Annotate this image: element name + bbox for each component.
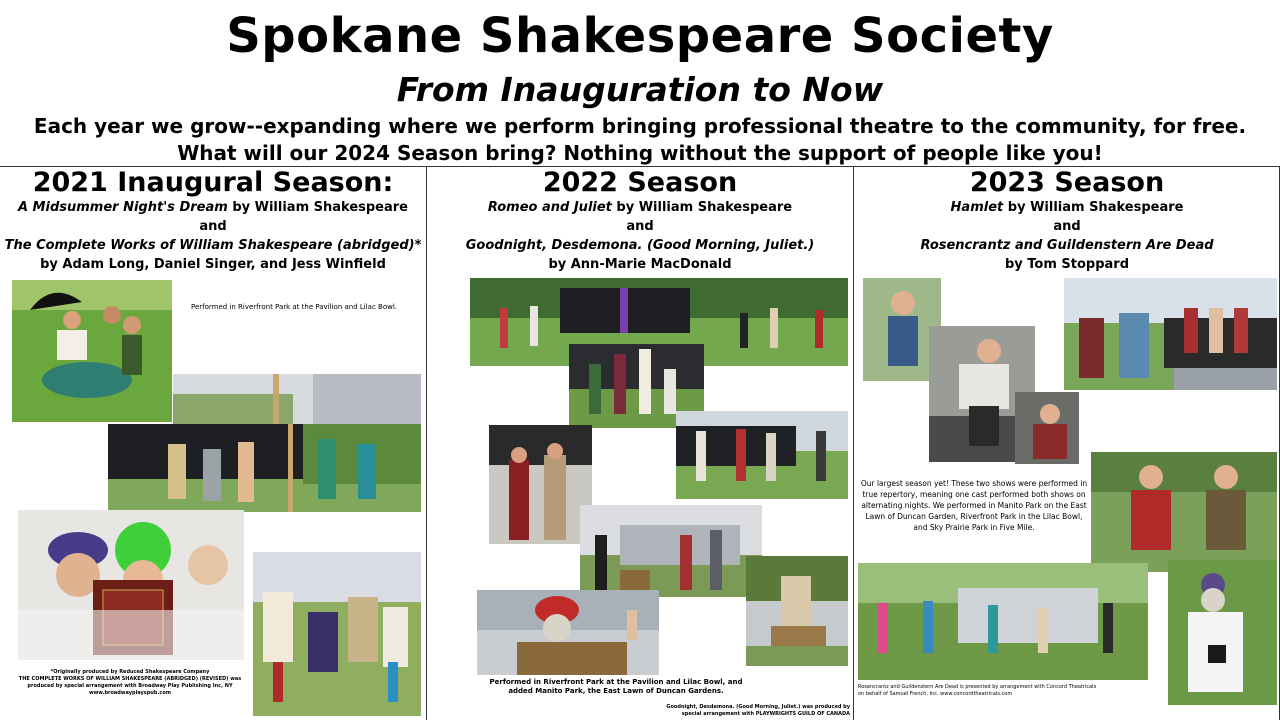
production-photo xyxy=(108,424,421,512)
season-2021-header xyxy=(0,168,426,274)
tagline-line-2: What will our 2024 Season bring? Nothing without the support of people like you! xyxy=(177,141,1103,165)
show-title: A Midsummer Night's Dream xyxy=(17,200,228,215)
production-photo xyxy=(746,556,848,666)
credit-line: Rosencrantz and Guildenstern Are Dead is presented by arrangement with Concord Theatricals xyxy=(858,684,1097,690)
footnote-line: www.broadwayplayspub.com xyxy=(89,690,171,696)
and-label: and xyxy=(1053,219,1081,234)
description-line: Lawn of Duncan Garden, Riverfront Park in the Lilac Bowl, xyxy=(865,512,1083,521)
season-2023-show-2-author: by Tom Stoppard xyxy=(1004,257,1130,272)
description-line: and Sky Prairie Park in Five Mile. xyxy=(913,523,1035,532)
season-2022-show-2-author: by Ann-Marie MacDonald xyxy=(548,257,732,272)
show-title: Hamlet xyxy=(950,200,1004,215)
production-photo xyxy=(18,510,244,660)
credit-line: Goodnight, Desdemona. (Good Morning, Juliet.) was produced by xyxy=(666,704,850,710)
page-title: Spokane Shakespeare Society xyxy=(226,8,1054,64)
season-2021-show-1 xyxy=(0,198,426,217)
season-2022-show-2-title: Goodnight, Desdemona. (Good Morning, Juliet.) xyxy=(465,238,815,253)
description-line: Our largest season yet! These two shows were performed in xyxy=(860,479,1088,488)
season-2022-header xyxy=(427,168,853,274)
season-2021-show-2-author: by Adam Long, Daniel Singer, and Jess Winfield xyxy=(40,257,386,272)
description-line: true repertory, meaning one cast performed both shows on xyxy=(862,490,1086,499)
season-description xyxy=(858,478,1090,533)
footnote-line: produced by special arrangement with Broadway Play Publishing Inc, NY xyxy=(27,683,233,689)
and-label: and xyxy=(199,219,227,234)
production-photo xyxy=(173,374,421,424)
description-line: alternating nights. We performed in Manito Park on the East xyxy=(861,501,1087,510)
page-subtitle: From Inauguration to Now xyxy=(396,70,884,109)
production-photo xyxy=(253,552,421,716)
show-author: by William Shakespeare xyxy=(611,200,793,215)
production-photo xyxy=(1168,560,1277,705)
venue-note: Performed in Riverfront Park at the Pavilion and Lilac Bowl. xyxy=(190,303,398,311)
season-2022-heading: 2022 Season xyxy=(542,167,738,198)
venue-note-line: Performed in Riverfront Park at the Pavilion and Lilac Bowl, and xyxy=(489,678,743,686)
and-label: and xyxy=(626,219,654,234)
credit-line: on behalf of Samuel French, Inc. www.concordtheatricals.com xyxy=(858,691,1013,697)
show-author: by William Shakespeare xyxy=(1003,200,1184,215)
footnote xyxy=(10,669,250,697)
production-photo xyxy=(580,505,762,597)
season-2021-heading: 2021 Inaugural Season: xyxy=(32,167,394,198)
production-photo xyxy=(676,411,848,499)
tagline-line-1: Each year we grow--expanding where we perform bringing professional theatre to the community, for free. xyxy=(33,114,1247,138)
production-photo xyxy=(1064,278,1277,390)
production-photo xyxy=(477,590,659,675)
venue-note xyxy=(466,678,766,696)
credit-line: special arrangement with PLAYWRIGHTS GUILD OF CANADA xyxy=(681,711,850,717)
footnote-line: THE COMPLETE WORKS OF WILLIAM SHAKESPEARE (ABRIDGED) (REVISED) was xyxy=(18,676,242,682)
show-title: Romeo and Juliet xyxy=(487,200,612,215)
season-2023-header xyxy=(854,168,1280,274)
production-photo xyxy=(1091,452,1277,572)
season-2021-show-2-title: The Complete Works of William Shakespeare (abridged)* xyxy=(4,238,422,253)
season-2023-show-2-title: Rosencrantz and Guildenstern Are Dead xyxy=(920,238,1214,253)
season-2023-show-1 xyxy=(854,198,1280,217)
season-2022-show-1 xyxy=(427,198,853,217)
production-photo xyxy=(489,425,592,544)
production-photo xyxy=(1015,392,1079,464)
show-author: by William Shakespeare xyxy=(227,200,409,215)
season-2023-heading: 2023 Season xyxy=(969,167,1165,198)
rights-credit xyxy=(660,704,850,718)
venue-note-line: added Manito Park, the East Lawn of Duncan Gardens. xyxy=(508,687,724,695)
production-photo xyxy=(858,563,1148,680)
rights-credit xyxy=(858,684,1148,698)
production-photo xyxy=(12,280,172,422)
footnote-line: *Originally produced by Reduced Shakespeare Company xyxy=(50,669,210,675)
